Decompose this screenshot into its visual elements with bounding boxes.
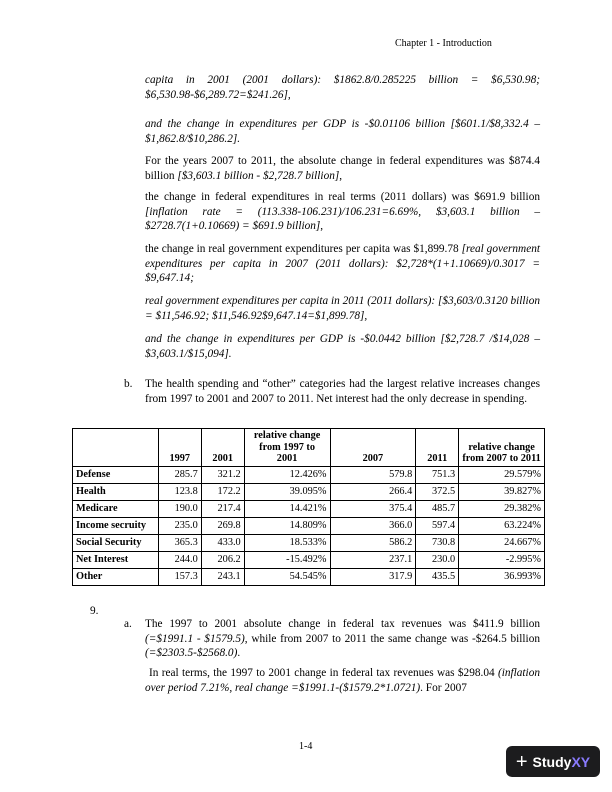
text-italic: [$3,603.1 billion - $2,728.7 billion] — [177, 169, 340, 182]
text: the change in real government expenditures per capita was $1,899.78 — [145, 243, 462, 255]
table-cell: 751.3 — [416, 466, 459, 483]
table-cell: 317.9 — [330, 568, 416, 585]
table-cell: 730.8 — [416, 534, 459, 551]
table-cell: 365.3 — [158, 534, 201, 551]
paragraph-real-change-2007-2011 — [145, 190, 540, 234]
row-label: Other — [73, 568, 159, 585]
plus-icon: + — [515, 750, 528, 773]
table-cell: 217.4 — [201, 500, 244, 517]
row-label: Defense — [73, 466, 159, 483]
table-cell: 266.4 — [330, 483, 416, 500]
row-label: Medicare — [73, 500, 159, 517]
text: . — [237, 647, 241, 660]
table-cell: 36.993% — [459, 568, 545, 585]
brand-name: Study — [532, 753, 572, 770]
text: the change in federal expenditures in real terms (2011 dollars) was $691.9 billion — [145, 191, 540, 203]
page-number: 1-4 — [299, 741, 313, 752]
text: The 1997 to 2001 absolute change in federal tax revenues was $411.9 billion — [145, 618, 540, 630]
table-header-row — [73, 429, 545, 467]
row-label: Social Security — [73, 534, 159, 551]
table-cell: 244.0 — [158, 551, 201, 568]
expenditures-table — [72, 428, 545, 586]
table-cell: 435.5 — [416, 568, 459, 585]
table-cell: 190.0 — [158, 500, 201, 517]
header-cell: 2011 — [416, 429, 459, 467]
table-cell: 24.667% — [459, 534, 545, 551]
text-italic: (inflation over period 7.21%, real change =$1991.1-($1579.2*1.0721) — [145, 667, 540, 694]
header-cell: 1997 — [158, 429, 201, 467]
row-label: Net Interest — [73, 551, 159, 568]
paragraph-real-tax-revenue-change — [145, 666, 540, 695]
text: , while from 2007 to 2011 the same change was -$264.5 billion — [244, 632, 540, 645]
table-cell: 172.2 — [201, 483, 244, 500]
table-cell: -15.492% — [244, 551, 330, 568]
text-italic: (=$2303.5-$2568.0) — [145, 647, 238, 660]
table-cell: 206.2 — [201, 551, 244, 568]
text: , — [320, 220, 324, 233]
row-label: Income secruity — [73, 517, 159, 534]
brand-suffix: XY — [571, 753, 591, 770]
paragraph-per-capita-2011: real government expenditures per capita in 2011 (2011 dollars): [$3,603/0.3120 billion = $11,546.92; $11,546.92$9,647.14=$1,899.78], — [145, 295, 540, 322]
paragraph-gdp-change-1997-2001: and the change in expenditures per GDP is -$0.01106 billion [$601.1/$8,332.4 – $1,862.8/$10,286.2]. — [145, 118, 540, 145]
item-label-b: b. — [124, 378, 133, 390]
table-cell: 433.0 — [201, 534, 244, 551]
item-label-a: a. — [124, 618, 132, 630]
table-cell: 39.827% — [459, 483, 545, 500]
question-number-9: 9. — [90, 605, 99, 617]
header-cell: relative change from 1997 to 2001 — [244, 429, 330, 467]
table-cell: 243.1 — [201, 568, 244, 585]
text-italic: (=$1991.1 - $1579.5) — [145, 632, 245, 645]
paragraph-per-capita-change-2007-2011 — [145, 242, 540, 286]
table-cell: 372.5 — [416, 483, 459, 500]
table-row — [73, 568, 545, 585]
table-cell: 230.0 — [416, 551, 459, 568]
table-row — [73, 517, 545, 534]
table-cell: 14.421% — [244, 500, 330, 517]
text: , — [339, 169, 343, 182]
table-cell: 579.8 — [330, 466, 416, 483]
table-row — [73, 483, 545, 500]
table-cell: -2.995% — [459, 551, 545, 568]
table-row — [73, 534, 545, 551]
table-cell: 321.2 — [201, 466, 244, 483]
table-cell: 366.0 — [330, 517, 416, 534]
text: For the years 2007 to 2011, the absolute change in federal expenditures was $874.4 billion — [145, 155, 540, 182]
text: In real terms, the 1997 to 2001 change in federal tax revenues was $298.04 — [149, 667, 498, 679]
table-cell: 157.3 — [158, 568, 201, 585]
table-cell: 597.4 — [416, 517, 459, 534]
table-cell: 237.1 — [330, 551, 416, 568]
paragraph-tax-revenue-change — [145, 617, 540, 661]
table-cell: 63.224% — [459, 517, 545, 534]
table-cell: 235.0 — [158, 517, 201, 534]
paragraph-per-capita-2001: capita in 2001 (2001 dollars): $1862.8/0.285225 billion = $6,530.98; $6,530.98-$6,289.72=$241.26], — [145, 74, 540, 101]
text: . For 2007 — [420, 681, 467, 694]
table-cell: 18.533% — [244, 534, 330, 551]
text-italic: [inflation rate = (113.338-106.231)/106.231=6.69%, $3,603.1 billion – $2728.7(1+0.10669) = $691.9 billion] — [145, 205, 540, 233]
paragraph-absolute-change-2007-2011 — [145, 154, 540, 183]
table-row — [73, 551, 545, 568]
table-cell: 29.382% — [459, 500, 545, 517]
paragraph-b-summary: The health spending and “other” categories had the largest relative increases changes from 1997 to 2001 and 2007 to 2011. Net interest had the only decrease in spending. — [145, 378, 540, 405]
table-cell: 39.095% — [244, 483, 330, 500]
chapter-header: Chapter 1 - Introduction — [395, 38, 492, 49]
table-cell: 29.579% — [459, 466, 545, 483]
studyxy-badge[interactable] — [506, 746, 600, 777]
header-cell — [73, 429, 159, 467]
table-cell: 54.545% — [244, 568, 330, 585]
table-cell: 269.8 — [201, 517, 244, 534]
table-cell: 586.2 — [330, 534, 416, 551]
table-cell: 12.426% — [244, 466, 330, 483]
table-cell: 485.7 — [416, 500, 459, 517]
table-cell: 14.809% — [244, 517, 330, 534]
paragraph-gdp-change-2007-2011: and the change in expenditures per GDP is -$0.0442 billion [$2,728.7 /$14,028 – $3,603.1/$15,094]. — [145, 333, 540, 360]
header-cell: relative change from 2007 to 2011 — [459, 429, 545, 467]
row-label: Health — [73, 483, 159, 500]
header-cell: 2001 — [201, 429, 244, 467]
table-cell: 123.8 — [158, 483, 201, 500]
table-row — [73, 500, 545, 517]
text-italic: [real government expenditures per capita in 2007 (2011 dollars): $2,728*(1+1.10669)/0.3017 = $9,647.14; — [145, 243, 541, 285]
table-row — [73, 466, 545, 483]
header-cell: 2007 — [330, 429, 416, 467]
table-cell: 285.7 — [158, 466, 201, 483]
table-cell: 375.4 — [330, 500, 416, 517]
